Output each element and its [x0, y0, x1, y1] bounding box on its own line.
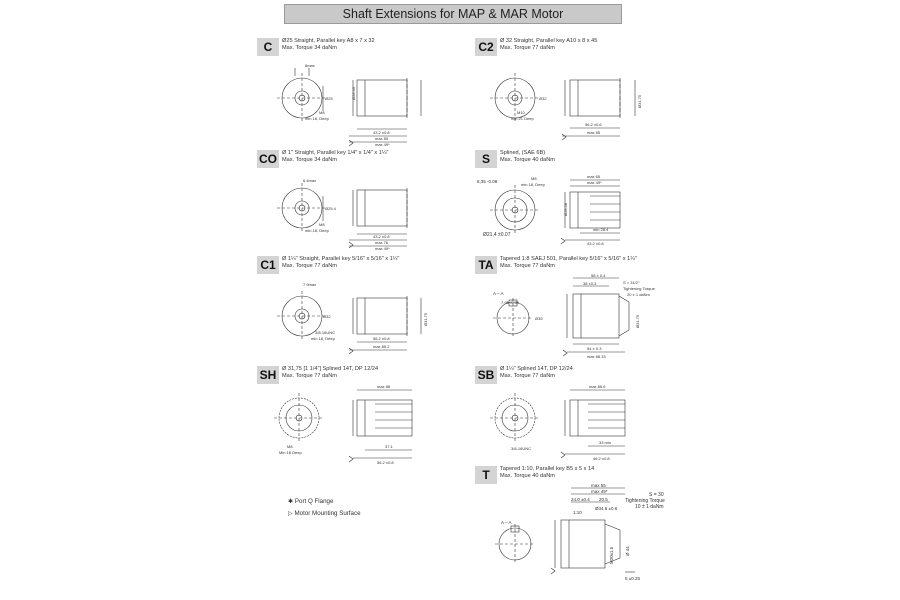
dim-label: min 18, Deep: [305, 228, 329, 233]
dim-label: 3/8-16UNC: [315, 330, 336, 335]
dim-label: S = 30: [649, 492, 664, 498]
dim-label: Ø35: [535, 316, 543, 321]
dim-label: 6.4max: [303, 178, 317, 183]
dim-label: M8: [531, 176, 537, 181]
dim-label: min 28.4: [593, 227, 609, 232]
dim-label: min 18, Deep: [305, 116, 329, 121]
asterisk-icon: ✱: [288, 498, 294, 505]
legend: [288, 498, 361, 522]
drawing-t: [475, 484, 675, 600]
dim-label: Ø32: [323, 314, 331, 319]
dim-label: Min 18 Deep: [279, 450, 302, 455]
drawing-ta: [475, 274, 665, 366]
section-torque: Max. Torque 77 daNm: [500, 263, 555, 269]
dim-label: 20 ± 1 daNm: [627, 292, 650, 297]
dim-label: max 76: [375, 240, 389, 245]
dim-label: Tightening Torque: [623, 286, 655, 291]
drawing-sb: [475, 384, 655, 470]
dim-label: 37.1: [385, 444, 393, 449]
legend-label: Motor Mounting Surface: [294, 510, 361, 517]
section-torque: Max. Torque 34 daNm: [282, 157, 337, 163]
drawing-c2: [475, 56, 655, 156]
dim-label: 43.2 ±0.8: [373, 130, 390, 135]
dim-label: max 49*: [375, 142, 390, 147]
dim-label: min 18, Deep: [311, 336, 335, 341]
section-desc: Ø 1" Straight, Parallel key 1/4" x 1/4" x 1¼": [282, 150, 389, 156]
dim-label: 43.2 ±0.8: [373, 234, 390, 239]
dim-label: 56.2 ±0.8: [377, 460, 394, 465]
dim-label: Ø31.75: [637, 94, 642, 108]
dim-label: 3/8-16UNC: [511, 446, 532, 451]
dim-label: max 80: [375, 136, 389, 141]
dim-label: S = 31/2": [623, 280, 640, 285]
section-code: T: [475, 466, 497, 484]
dim-label: max 49*: [587, 180, 602, 185]
section-torque: Max. Torque 40 daNm: [500, 473, 555, 479]
dim-label: Ø21,4 ±0.07: [483, 232, 511, 238]
dim-label: max 85.2: [373, 344, 390, 349]
section-torque: Max. Torque 77 daNm: [282, 373, 337, 379]
dim-label: 10 ± 1 daNm: [635, 504, 664, 510]
section-torque: Max. Torque 77 daNm: [500, 45, 555, 51]
section-torque: Max. Torque 77 daNm: [500, 373, 555, 379]
dim-label: max 86.6: [589, 384, 606, 389]
page-title: Shaft Extensions for MAP & MAR Motor: [284, 4, 622, 24]
dim-label: A – A: [493, 291, 504, 296]
section-torque: Max. Torque 77 daNm: [282, 263, 337, 269]
dim-label: M10: [517, 110, 525, 115]
section-code: C2: [475, 38, 497, 56]
dim-label: max 65: [587, 174, 601, 179]
dim-label: 43.2 ±0.8: [587, 241, 604, 246]
dim-label: Ø31.75: [635, 314, 640, 328]
dim-label: 58 ± 0.4: [591, 274, 606, 278]
dim-label: max 49*: [591, 489, 608, 494]
dim-label: Ø28 h9: [351, 86, 356, 100]
dim-label: min 18, Deep: [521, 182, 545, 187]
section-code: TA: [475, 256, 497, 274]
dim-label: 7.9max: [303, 282, 317, 287]
dim-label: 24.0 ±0.4: [571, 497, 590, 502]
dim-label: max 88.33: [587, 354, 606, 359]
section-desc: Tapered 1:8 SAEJ 501, Parallel key 5/16" x 5/16" x 1¼": [500, 256, 637, 262]
dim-label: max 49*: [375, 246, 390, 251]
section-desc: Ø 1¼" Straight, Parallel key 5/16" x 5/16" x 1¼": [282, 256, 400, 262]
drawing-s: [475, 168, 655, 260]
dim-label: Ø25: [325, 96, 333, 101]
dim-label: 46.2 ±0.8: [593, 456, 610, 461]
section-torque: Max. Torque 40 daNm: [500, 157, 555, 163]
legend-item-mounting: [288, 510, 361, 517]
dim-label: Ø25.4: [325, 206, 336, 211]
dim-label: Tightening Torque: [625, 498, 665, 504]
section-code: SH: [257, 366, 279, 384]
dim-label: max 85: [587, 130, 601, 135]
section-desc: Ø 1¼" Splined 14T, DP 12/24: [500, 366, 573, 372]
drawing-c1: [257, 274, 437, 360]
dim-label: min 21 Deep: [511, 116, 534, 121]
dim-label: Ø34.6 ±0.6: [595, 506, 618, 511]
dim-label: M8: [319, 222, 325, 227]
dim-label: M8: [319, 110, 325, 115]
drawing-c: [257, 56, 437, 156]
legend-item-port: [288, 498, 361, 505]
dim-label: max 55: [591, 484, 606, 488]
dim-label: 5 ±0.25: [625, 576, 640, 581]
legend-label: Port Q Flange: [294, 498, 334, 505]
section-desc: Ø 32 Straight, Parallel key A10 x 8 x 45: [500, 38, 598, 44]
section-code: C1: [257, 256, 279, 274]
section-torque: Max. Torque 34 daNm: [282, 45, 337, 51]
dim-label: M8: [287, 444, 293, 449]
section-desc: Ø 31,75 [1 1/4"] Splined 14T, DP 12/24: [282, 366, 379, 372]
dim-label: max 88: [377, 384, 391, 389]
triangle-icon: ▷: [288, 510, 293, 517]
dim-label: 54 ± 0.3: [587, 346, 602, 351]
dim-label: Ø 44: [625, 546, 630, 556]
dim-label: 8max: [305, 63, 315, 68]
dim-label: Ø31.75: [423, 312, 428, 326]
section-code: C: [257, 38, 279, 56]
section-desc: Splined, (SAE 6B): [500, 150, 546, 156]
drawing-sh: [257, 384, 447, 470]
section-code: CO: [259, 152, 277, 166]
dim-label: M20x1.5: [609, 546, 614, 564]
dim-label: 7.95 -0.05: [501, 300, 520, 305]
dim-label: 38 ±0.3: [583, 281, 597, 286]
section-desc: Tapered 1:10, Parallel key B5 x 5 x 14: [500, 466, 595, 472]
dim-label: Ø28.58: [563, 202, 568, 216]
dim-label: Ø32: [539, 96, 547, 101]
dim-label: A – A: [501, 520, 512, 525]
dim-label: 6,35 -0.08: [477, 179, 498, 184]
dim-label: 20.5: [599, 497, 608, 502]
dim-label: 33 min: [599, 440, 612, 445]
section-desc: Ø25 Straight, Parallel key A8 x 7 x 32: [282, 38, 375, 44]
section-code: SB: [475, 366, 497, 384]
section-code: S: [475, 150, 497, 168]
drawing-co: [257, 168, 437, 258]
dim-label: 56.2 ±0.6: [585, 122, 602, 127]
dim-label: 56.2 ±0.8: [373, 336, 390, 341]
dim-label: 1:10: [573, 510, 582, 515]
